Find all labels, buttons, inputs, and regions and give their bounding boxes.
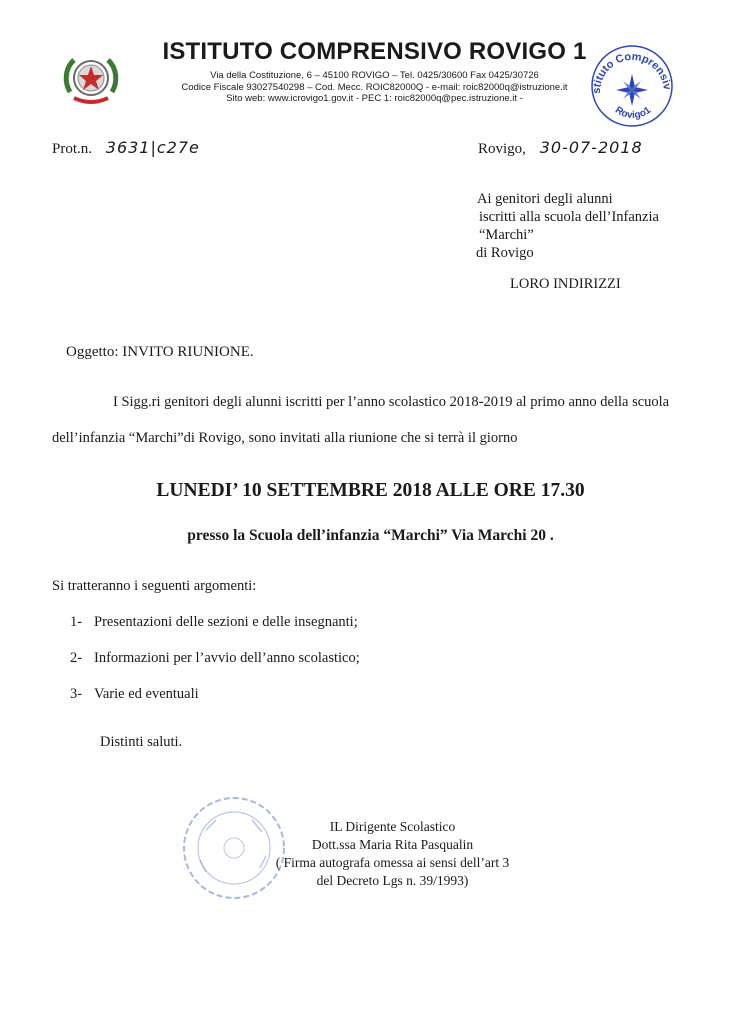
logo-text-bottom: Rovigo1 [613,104,654,122]
closing-greeting: Distinti saluti. [100,734,183,750]
meeting-date-headline: LUNEDI’ 10 SETTEMBRE 2018 ALLE ORE 17.30 [156,480,585,501]
list-item [70,614,358,631]
school-fiscal-info: Codice Fiscale 93027540298 – Cod. Mecc. ROIC82000Q - e-mail: roic82000q@istruzione.it [181,82,568,93]
protocol-label: Prot.n. [52,141,93,157]
topics-intro: Si tratteranno i seguenti argomenti: [52,578,257,594]
subject-line: Oggetto: INVITO RIUNIONE. [66,344,254,360]
protocol-handwritten-number: 3631|c27e [105,138,200,157]
recipient-line-1: Ai genitori degli alunni [477,191,613,207]
meeting-location: presso la Scuola dell’infanzia “Marchi” Via Marchi 20 . [187,527,554,544]
compass-rose-icon [586,40,678,132]
signature-note-line-1: ( Firma autografa omessa ai sensi dell’art 3 [275,855,510,870]
school-website: Sito web: www.icrovigo1.gov.it - PEC 1: roic82000q@pec.istruzione.it - [226,93,523,104]
date-place: Rovigo, [478,141,526,157]
list-item-text: Presentazioni delle sezioni e delle insegnanti; [94,614,358,630]
list-item [70,650,360,667]
list-item-number: 1- [70,614,83,630]
body-paragraph-line-1: I Sigg.ri genitori degli alunni iscritti per l’anno scolastico 2018-2019 al primo anno della scuola [113,394,670,410]
list-item [70,686,199,703]
list-item-number: 3- [70,686,83,702]
recipient-line-2: iscritti alla scuola dell’Infanzia [479,209,659,225]
document-date [478,138,643,158]
recipient-addresses: LORO INDIRIZZI [510,276,621,292]
signature-name: Dott.ssa Maria Rita Pasqualin [311,837,474,852]
recipient-line-3: “Marchi” [479,227,534,243]
school-address: Via della Costituzione, 6 – 45100 ROVIGO – Tel. 0425/30600 Fax 0425/30726 [210,70,539,81]
list-item-text: Informazioni per l’avvio dell’anno scolastico; [94,650,360,666]
recipient-line-4: di Rovigo [476,245,534,261]
body-paragraph-line-2: dell’infanzia “Marchi”di Rovigo, sono invitati alla riunione che si terrà il giorno [52,430,518,446]
logo-text-top: stituto Comprensiv [590,50,673,94]
date-handwritten-value: 30-07-2018 [539,138,643,157]
signature-role: IL Dirigente Scolastico [329,819,456,834]
school-title: ISTITUTO COMPRENSIVO ROVIGO 1 [162,38,587,65]
signature-note-line-2: del Decreto Lgs n. 39/1993) [316,873,469,888]
list-item-text: Varie ed eventuali [94,686,199,702]
protocol-number [52,138,200,158]
list-item-number: 2- [70,650,83,666]
